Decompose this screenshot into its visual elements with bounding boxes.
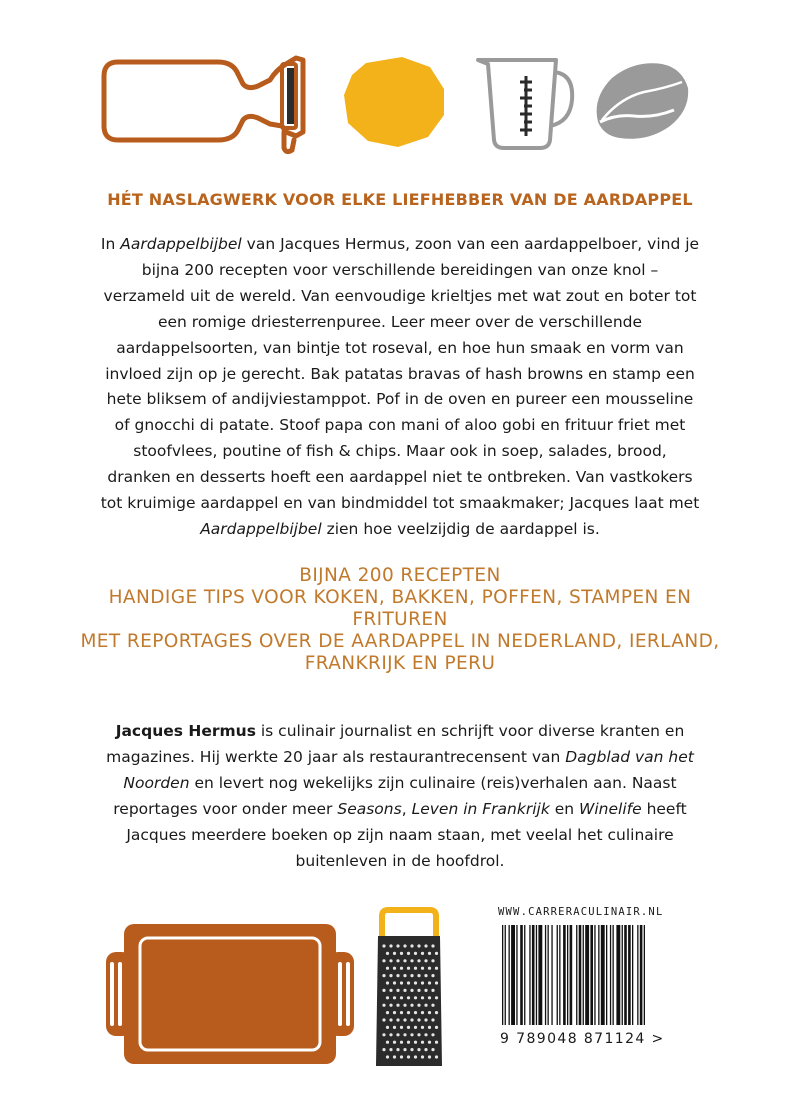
blurb-paragraph: In Aardappelbijbel van Jacques Hermus, zoon van een aardappelboer, vind je bijna 200 recepten voor verschillende bereidingen van onze knol – verzameld uit de wereld. Van eenvoudige krieltjes met wat zout en boter tot een romige driesterrenpuree. Leer meer over de verschillende aardappelsoorten, van bintje tot roseval, en hoe hun smaak en vorm van invloed zijn op je gerecht. Bak patatas bravas of hash browns en stamp een hete bliksem of andijviestamppot. Pof in de oven en pureer een mousseline of gnocchi di patate. Stoof papa con mani of aloo gobi en frituur friet met stoofvlees, poutine of fish & chips. Maar ook in soep, salades, brood, dranken en desserts hoeft een aardappel niet te ontbreken. Van vastkokers tot kruimige aardappel en van bindmiddel tot smaakmaker; Jacques laat met Aardappelbijbel zien hoe veelzijdig de aardappel is. [100, 235, 700, 538]
author-name: Jacques Hermus [115, 722, 256, 740]
garlic-icon [590, 58, 692, 142]
potato-icon [340, 53, 452, 149]
feature-item: BIJNA 200 RECEPTEN [299, 565, 501, 586]
peeler-icon [98, 52, 318, 158]
barcode-icon [500, 925, 704, 1029]
website-url: WWW.CARRERACULINAIR.NL [498, 906, 664, 918]
isbn-number: 9 789048 871124 > [500, 1031, 665, 1047]
grater-icon [372, 906, 446, 1074]
feature-item: MET REPORTAGES OVER DE AARDAPPEL IN NEDERLAND, IERLAND, FRANKRIJK EN PERU [80, 631, 720, 674]
baking-tray-icon [102, 918, 358, 1068]
book-title: Aardappelbijbel [120, 235, 242, 253]
feature-list [80, 565, 720, 675]
author-bio: Jacques Hermus is culinair journalist en schrijft voor diverse kranten en magazines. Hij werkte 20 jaar als restaurantrecensent van Dagblad van het Noorden en levert nog wekelijks zijn culinaire (reis)verhalen aan. Naast reportages voor onder meer Seasons, Leven in Frankrijk en Winelife heeft Jacques meerdere boeken op zijn naam staan, met veelal het culinaire buitenleven in de hoofdrol. [106, 722, 694, 870]
measuring-jug-icon [472, 52, 582, 152]
headline: HÉT NASLAGWERK VOOR ELKE LIEFHEBBER VAN DE AARDAPPEL [107, 190, 693, 209]
book-title: Aardappelbijbel [200, 519, 322, 538]
feature-item: HANDIGE TIPS VOOR KOKEN, BAKKEN, POFFEN, STAMPEN EN FRITUREN [108, 587, 692, 630]
